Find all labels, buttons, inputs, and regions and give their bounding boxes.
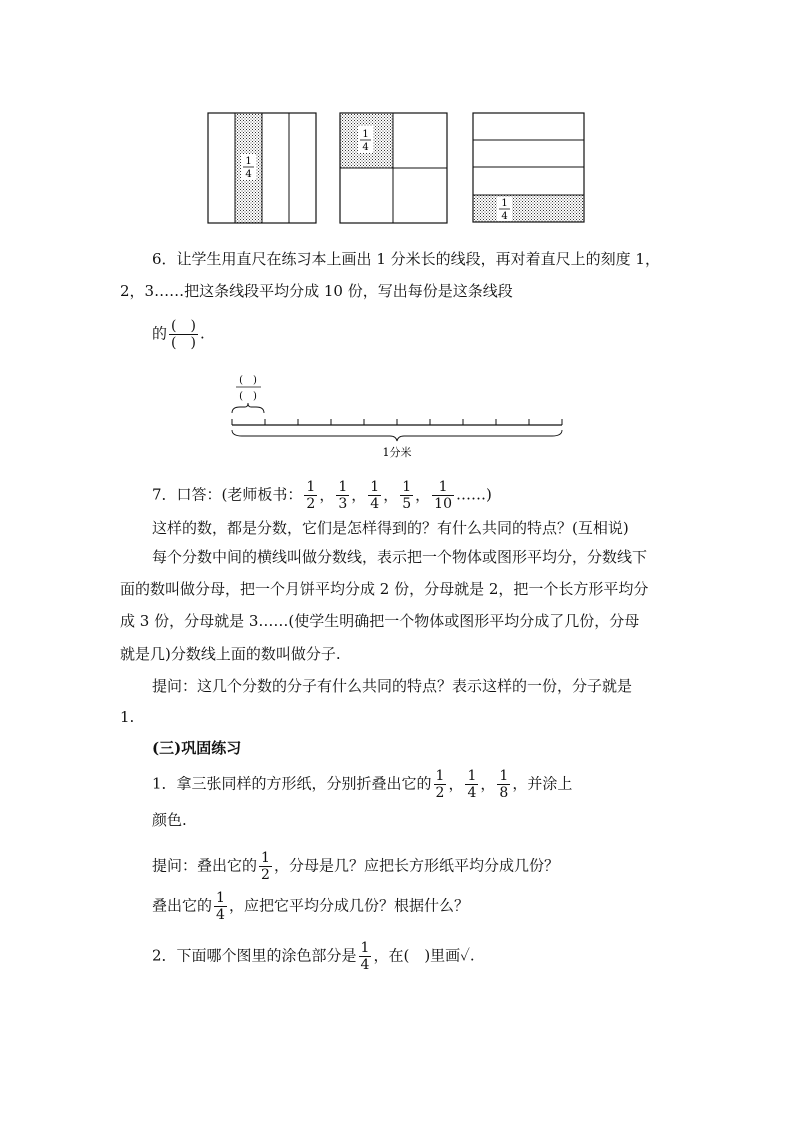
figure-horizontal-quarters [473, 113, 584, 222]
board-fraction-1-numerator: 1 [306, 479, 316, 495]
exercise2-prefix: 2．下面哪个图里的涂色部分是 [152, 946, 357, 965]
fig1-denominator: 4 [245, 169, 252, 180]
board-fraction-3-numerator: 1 [370, 479, 380, 495]
total-brace [232, 430, 562, 441]
question2-suffix: ，应把它平均分成几份？根据什么？ [228, 896, 469, 915]
board-fraction-3 [368, 479, 381, 512]
question1-line [152, 850, 559, 883]
item7-suffix: ……) [455, 485, 492, 504]
fraction-separator: ， [415, 485, 431, 504]
ruler-diagram [0, 370, 794, 460]
fold-fraction-1-denominator: 2 [435, 785, 445, 801]
question2-prefix: 叠出它的 [152, 896, 213, 915]
board-fraction-2 [336, 479, 349, 512]
exercise2-suffix: ，在( )里画 [373, 946, 461, 965]
figure-vertical-quarters [208, 113, 316, 223]
board-fraction-5-denominator: 10 [434, 496, 452, 512]
fig1-numerator: 1 [245, 156, 252, 167]
ex2-numerator: 1 [360, 940, 370, 956]
fig2-denominator: 4 [362, 142, 369, 153]
explanation-line1: 每个分数中间的横线叫做分数线，表示把一个物体或图形平均分，分数线下 [152, 548, 648, 566]
fold-fraction-2 [465, 768, 478, 801]
board-fraction-2-denominator: 3 [338, 496, 348, 512]
fold-fraction-1 [434, 768, 447, 801]
question2-fraction [214, 890, 227, 923]
item6-line1: 6．让学生用直尺在练习本上画出 1 分米长的线段，再对着直尺上的刻度 1， [152, 250, 660, 268]
figures-row [0, 0, 794, 230]
fold-fraction-3-denominator: 8 [499, 785, 509, 801]
item7-fractions [302, 479, 456, 512]
exercise1-suffix: ，并涂上 [512, 774, 573, 793]
explanation-line4: 就是几)分数线上面的数叫做分子. [120, 645, 341, 663]
q2-denominator: 4 [216, 907, 225, 923]
fraction-separator: ， [383, 485, 399, 504]
board-fraction-2-numerator: 1 [338, 479, 348, 495]
board-fraction-5-numerator: 1 [432, 479, 454, 496]
section3-heading: (三)巩固练习 [152, 739, 242, 757]
question1-prefix: 提问：叠出它的 [152, 856, 258, 875]
fig2-numerator: 1 [362, 129, 369, 140]
segment-brace [232, 403, 264, 413]
ruler-label-denominator: ( ) [239, 391, 257, 402]
exercise1-line2: 颜色. [152, 811, 187, 829]
fold-fraction-2-numerator: 1 [467, 768, 477, 784]
q2-numerator: 1 [216, 890, 225, 906]
board-fraction-1 [304, 479, 317, 512]
fold-fraction-3-numerator: 1 [499, 768, 509, 784]
question1-suffix: ，分母是几？应把长方形纸平均分成几份？ [273, 856, 559, 875]
ask-line1: 提问：这几个分数的分子有什么共同的特点？表示这样的一份，分子就是 [152, 677, 633, 695]
item6-blank-fraction [169, 318, 198, 351]
board-fraction-5 [432, 479, 454, 512]
board-fraction-3-denominator: 4 [370, 496, 380, 512]
board-fraction-4-denominator: 5 [402, 496, 412, 512]
fold-fraction-2-denominator: 4 [467, 785, 477, 801]
blank-numerator: ( ) [171, 318, 196, 334]
exercise1-prefix: 1．拿三张同样的方形纸，分别折叠出它的 [152, 774, 432, 793]
ex2-denominator: 4 [360, 957, 370, 973]
ruler-label-numerator: ( ) [239, 375, 257, 386]
item6-suffix: . [199, 324, 205, 343]
explanation-line2: 面的数叫做分母，把一个月饼平均分成 2 份，分母就是 2，把一个长方形平均分 [120, 580, 649, 598]
item7-prefix: 7．口答：(老师板书： [152, 485, 303, 504]
exercise2-fraction [359, 940, 372, 973]
exercise2-end: . [469, 946, 475, 965]
blank-denominator: ( ) [171, 335, 196, 351]
question2-line [152, 890, 469, 923]
item6-prefix: 的 [152, 324, 168, 343]
item6-line3 [152, 318, 205, 351]
fold-fraction-3 [497, 768, 510, 801]
ruler-ticks [232, 419, 562, 425]
fraction-separator: ， [448, 774, 464, 793]
board-fraction-4-numerator: 1 [402, 479, 412, 495]
exercise1-fractions [432, 768, 513, 801]
item7-question: 这样的数，都是分数，它们是怎样得到的？有什么共同的特点？(互相说) [152, 519, 629, 537]
fraction-separator: ， [480, 774, 496, 793]
question1-fraction [259, 850, 272, 883]
item6-line2: 2，3……把这条线段平均分成 10 份，写出每份是这条线段 [120, 282, 513, 300]
fraction-separator: ， [319, 485, 335, 504]
fold-fraction-1-numerator: 1 [435, 768, 445, 784]
exercise2-line [152, 940, 475, 973]
ask-line2: 1. [120, 708, 135, 726]
figure-grid-quarters [340, 113, 447, 223]
exercise1-line [152, 768, 572, 801]
check-mark-icon: ✓ [460, 946, 470, 965]
board-fraction-1-denominator: 2 [306, 496, 316, 512]
explanation-line3: 成 3 份，分母就是 3……(使学生明确把一个物体或图形平均分成了几份，分母 [120, 612, 640, 630]
q1-denominator: 2 [261, 867, 270, 883]
ruler-total-label: 1分米 [382, 446, 412, 459]
fraction-separator: ， [351, 485, 367, 504]
fig3-denominator: 4 [501, 211, 508, 222]
board-fraction-4 [400, 479, 413, 512]
item7-line [152, 479, 492, 512]
fig3-numerator: 1 [501, 198, 508, 209]
q1-numerator: 1 [261, 850, 270, 866]
